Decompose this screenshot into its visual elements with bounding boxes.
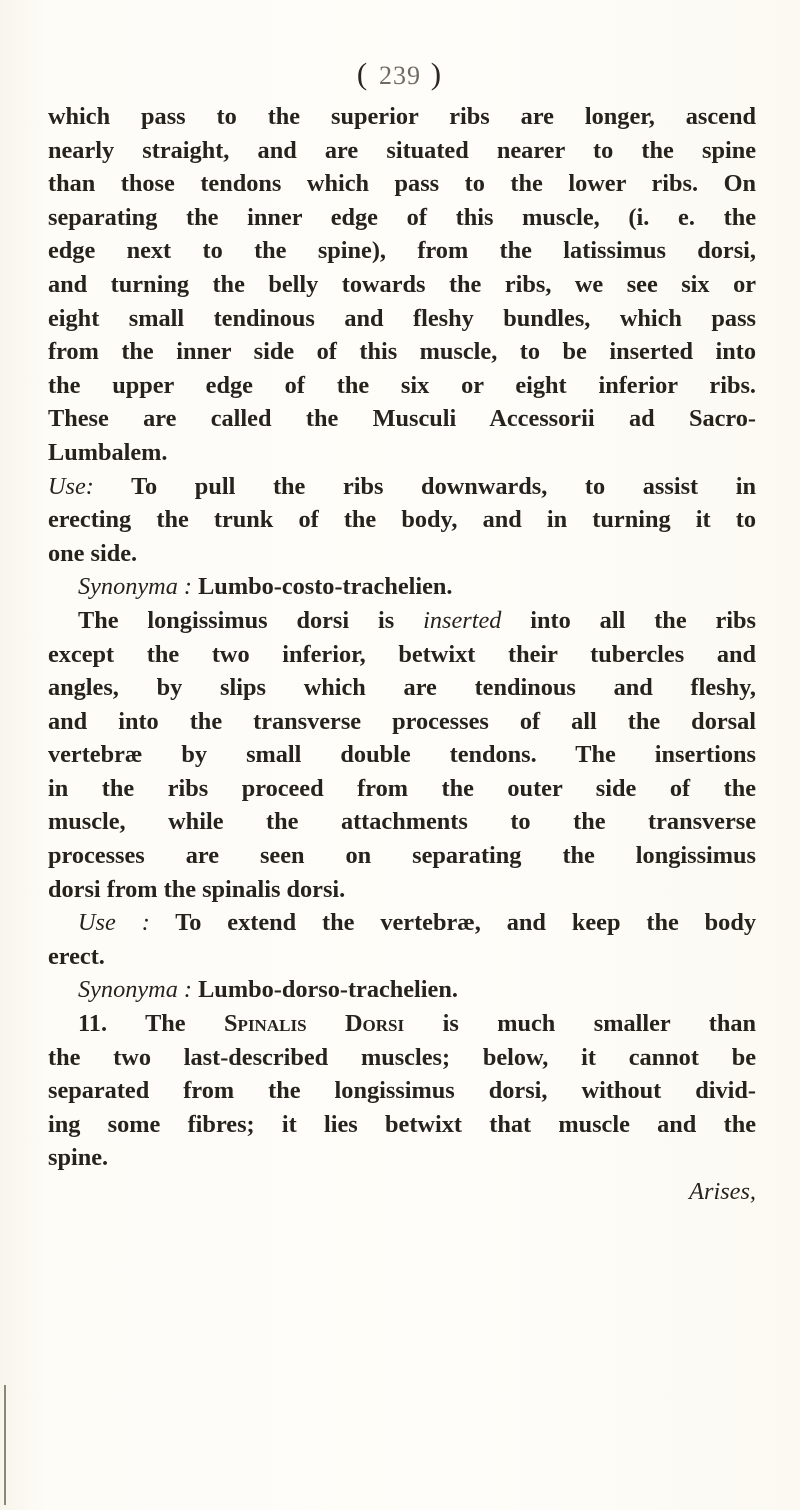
synonyma-line	[48, 973, 756, 1007]
text-line: except the two inferior, betwixt their tubercles and	[48, 640, 756, 668]
use-label: Use :	[78, 909, 150, 937]
header-open-paren: (	[356, 56, 379, 91]
body-text	[48, 100, 756, 1209]
text-line: Lumbalem.	[48, 438, 168, 466]
synonyma-label: Synonyma :	[78, 573, 193, 601]
text-segment: is much smaller than	[404, 1010, 757, 1038]
use-text: To extend the vertebræ, and keep the body	[149, 909, 756, 937]
text-line: which pass to the superior ribs are longer, ascend	[48, 103, 756, 130]
text-line: edge next to the spine), from the latissimus dorsi,	[48, 237, 756, 265]
synonyma-line	[48, 570, 756, 604]
use-line	[48, 470, 756, 504]
text-line: nearly straight, and are situated nearer to the spine	[48, 136, 756, 164]
text-line: the two last-described muscles; below, it cannot be	[48, 1043, 756, 1071]
text-line: vertebræ by small double tendons. The insertions	[48, 741, 756, 769]
header-close-paren: )	[421, 56, 444, 91]
text-line: in the ribs proceed from the outer side of the	[48, 774, 756, 802]
text-line: erect.	[48, 942, 105, 970]
use-line	[48, 906, 756, 940]
text-line: muscle, while the attachments to the transverse	[48, 808, 756, 836]
text-line: These are called the Musculi Accessorii ad Sacro-	[48, 405, 756, 433]
catchword: Arises,	[689, 1178, 756, 1205]
text-line: spine.	[48, 1144, 109, 1172]
synonyma-text: Lumbo-dorso-trachelien.	[192, 976, 458, 1004]
text-line	[48, 604, 756, 638]
text-line: ing some fibres; it lies betwixt that muscle and the	[48, 1110, 756, 1138]
text-line: angles, by slips which are tendinous and fleshy,	[48, 674, 756, 702]
text-line: dorsi from the spinalis dorsi.	[48, 875, 346, 903]
use-label: Use:	[48, 472, 94, 500]
page-edge-line	[4, 1385, 6, 1505]
text-line: separating the inner edge of this muscle, (i. e. the	[48, 203, 756, 231]
text-line	[48, 1007, 756, 1041]
page-number: 239	[379, 61, 421, 90]
synonyma-text: Lumbo-costo-trachelien.	[192, 573, 453, 601]
section-number: 11. The	[78, 1010, 225, 1038]
text-segment: into all the ribs	[501, 606, 756, 634]
text-line: the upper edge of the six or eight inferior ribs.	[48, 371, 756, 399]
text-segment: The longissimus dorsi is	[78, 606, 424, 634]
muscle-name: Spinalis Dorsi	[224, 1010, 405, 1038]
use-text: To pull the ribs downwards, to assist in	[93, 472, 756, 500]
text-line: one side.	[48, 539, 138, 567]
italic-word: inserted	[423, 606, 502, 634]
text-line: from the inner side of this muscle, to be inserted into	[48, 338, 756, 366]
text-line: eight small tendinous and fleshy bundles, which pass	[48, 304, 756, 332]
page-header	[0, 56, 800, 92]
text-line: separated from the longissimus dorsi, without divid-	[48, 1077, 756, 1105]
text-line: processes are seen on separating the longissimus	[48, 842, 756, 870]
synonyma-label: Synonyma :	[78, 976, 193, 1004]
text-line: than those tendons which pass to the lower ribs. On	[48, 170, 756, 198]
text-line: erecting the trunk of the body, and in turning it to	[48, 506, 756, 534]
text-line: and turning the belly towards the ribs, we see six or	[48, 270, 756, 298]
text-line: and into the transverse processes of all the dorsal	[48, 707, 756, 735]
